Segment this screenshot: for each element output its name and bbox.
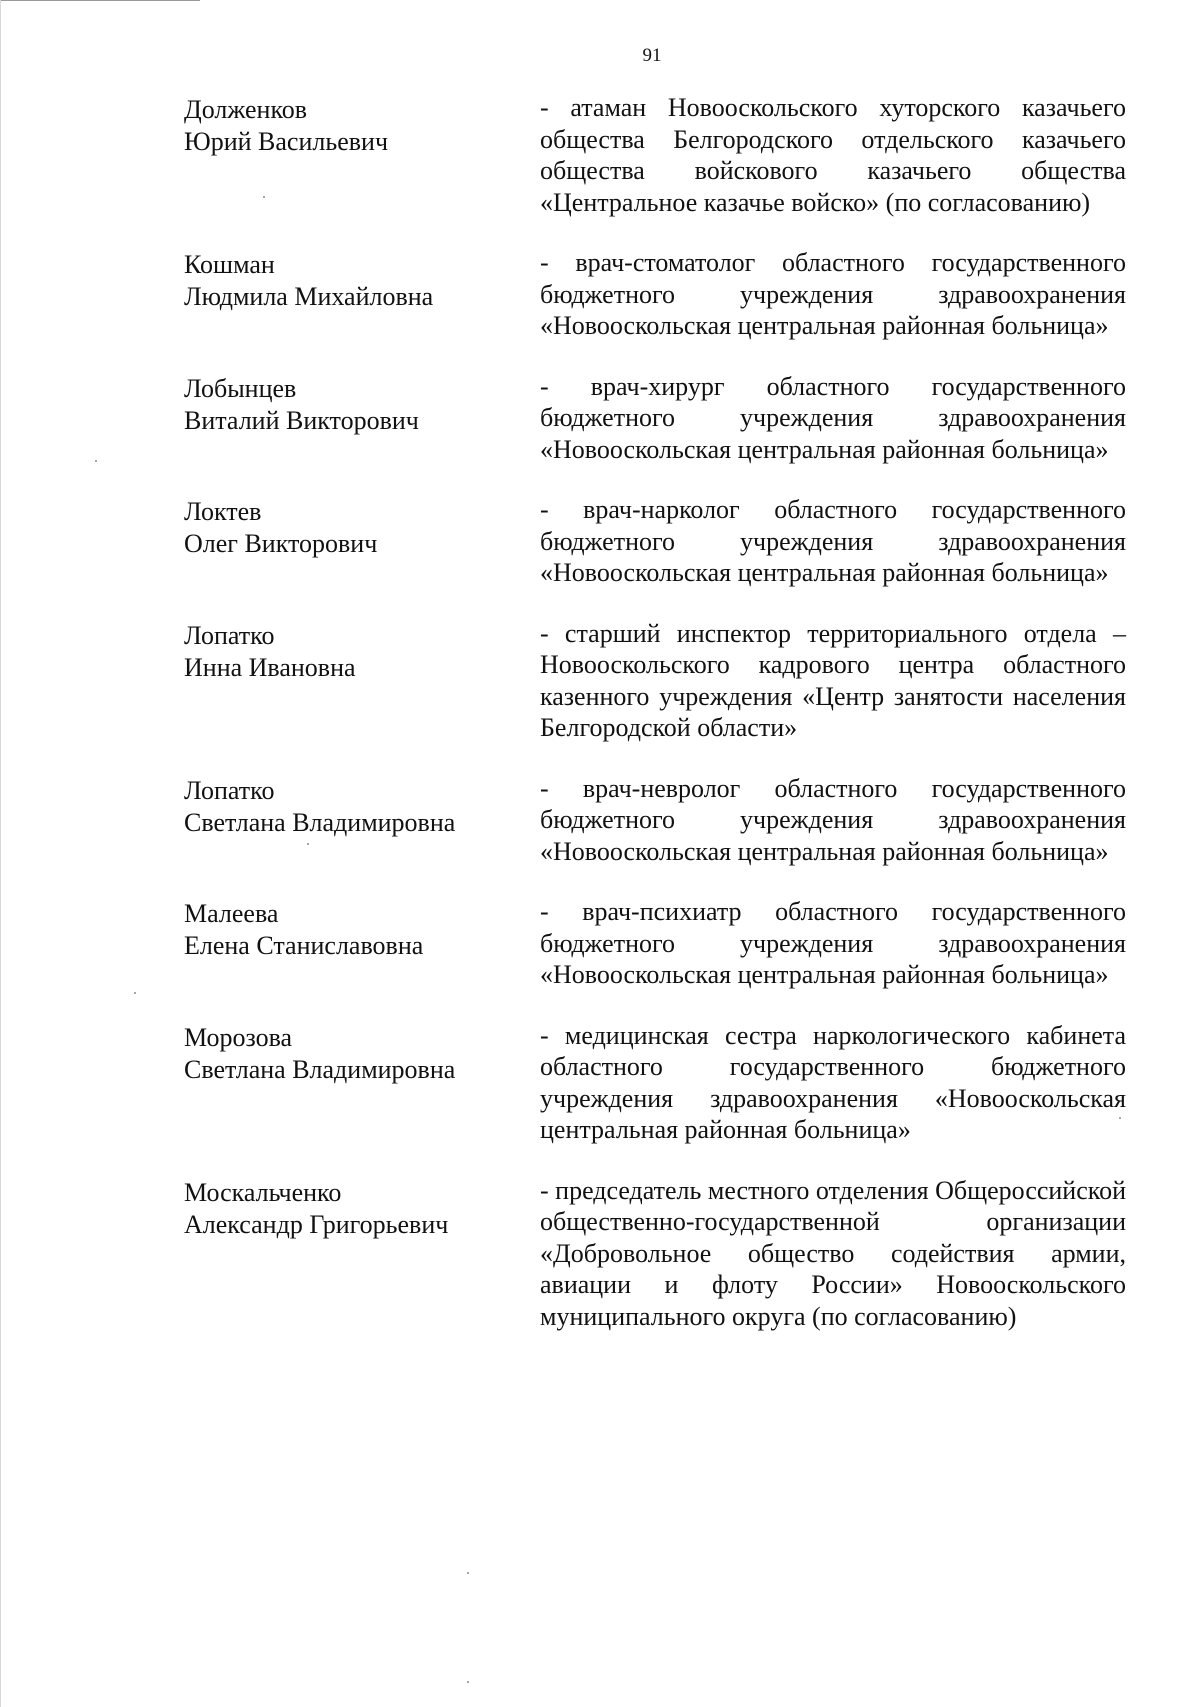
- scan-speck: [467, 1572, 469, 1574]
- member-position: - медицинская сестра наркологического кабинета областного государственного бюджетного учреждения здравоохранения «Новооскольская центральная районная больница»: [540, 1020, 1126, 1144]
- member-entry: [184, 371, 1126, 466]
- member-name: [184, 371, 540, 437]
- member-position: - врач-психиатр областного государственного бюджетного учреждения здравоохранения «Новооскольская центральная районная больница»: [540, 897, 1126, 989]
- scan-edge-line: [0, 0, 200, 1]
- scan-speck: [95, 460, 97, 462]
- member-given-names: Инна Ивановна: [184, 652, 356, 682]
- commission-member-list: [184, 92, 1126, 1361]
- member-surname: Малеева: [184, 899, 279, 928]
- member-given-names: Юрий Васильевич: [184, 127, 389, 156]
- member-entry: [184, 247, 1126, 342]
- member-entry: [184, 1175, 1126, 1333]
- page-number: 91: [642, 45, 662, 66]
- member-given-names: Светлана Владимировна: [184, 807, 456, 837]
- member-surname: Морозова: [184, 1022, 293, 1052]
- member-surname: Долженков: [184, 95, 308, 124]
- member-given-names: Светлана Владимировна: [184, 1054, 456, 1084]
- member-given-names: Людмила Михайловна: [184, 282, 434, 311]
- member-position: - старший инспектор территориального отдела – Новооскольского кадрового центра областного казенного учреждения «Центр занятости населения Белгородской области»: [540, 618, 1126, 742]
- member-entry: [184, 618, 1126, 744]
- member-entry: [184, 1020, 1126, 1146]
- member-position: - врач-нарколог областного государственного бюджетного учреждения здравоохранения «Новооскольская центральная районная больница»: [540, 495, 1126, 587]
- member-position: - атаман Новооскольского хуторского казачьего общества Белгородского отдельского казачьего общества войскового казачьего общества «Центральное казачье войско» (по согласованию): [540, 93, 1126, 217]
- member-entry: [184, 896, 1126, 991]
- member-name: [184, 247, 540, 313]
- member-given-names: Елена Станиславовна: [184, 931, 424, 960]
- member-surname: Лопатко: [184, 775, 275, 805]
- scan-margin-line: [0, 0, 1, 1707]
- member-name: [184, 494, 540, 560]
- member-position: - врач-хирург областного государственного бюджетного учреждения здравоохранения «Новооскольская центральная районная больница»: [540, 371, 1126, 464]
- member-name: [184, 1175, 540, 1241]
- scan-speck: [134, 992, 136, 994]
- member-entry: [184, 494, 1126, 589]
- member-name: [184, 773, 540, 839]
- member-given-names: Александр Григорьевич: [184, 1209, 449, 1239]
- member-given-names: Олег Викторович: [184, 529, 378, 558]
- member-surname: Локтев: [184, 497, 262, 526]
- member-position: - врач-стоматолог областного государственного бюджетного учреждения здравоохранения «Новооскольская центральная районная больница»: [540, 248, 1126, 340]
- member-surname: Лобынцев: [184, 373, 297, 403]
- member-position: - врач-невролог областного государственного бюджетного учреждения здравоохранения «Новооскольская центральная районная больница»: [540, 773, 1126, 866]
- member-name: [184, 1020, 540, 1086]
- member-surname: Кошман: [184, 250, 275, 279]
- member-position: - председатель местного отделения Общероссийской общественно-государственной организации «Добровольное общество содействия армии, авиации и флоту России» Новооскольского муниципального округа (по согласованию): [540, 1175, 1126, 1331]
- member-name: [184, 618, 540, 684]
- scan-speck: [467, 1681, 469, 1683]
- member-name: [184, 896, 540, 962]
- member-surname: Лопатко: [184, 620, 275, 650]
- member-entry: [184, 773, 1126, 868]
- member-given-names: Виталий Викторович: [184, 405, 419, 435]
- member-entry: [184, 92, 1126, 218]
- member-surname: Москальченко: [184, 1177, 342, 1207]
- member-name: [184, 92, 540, 158]
